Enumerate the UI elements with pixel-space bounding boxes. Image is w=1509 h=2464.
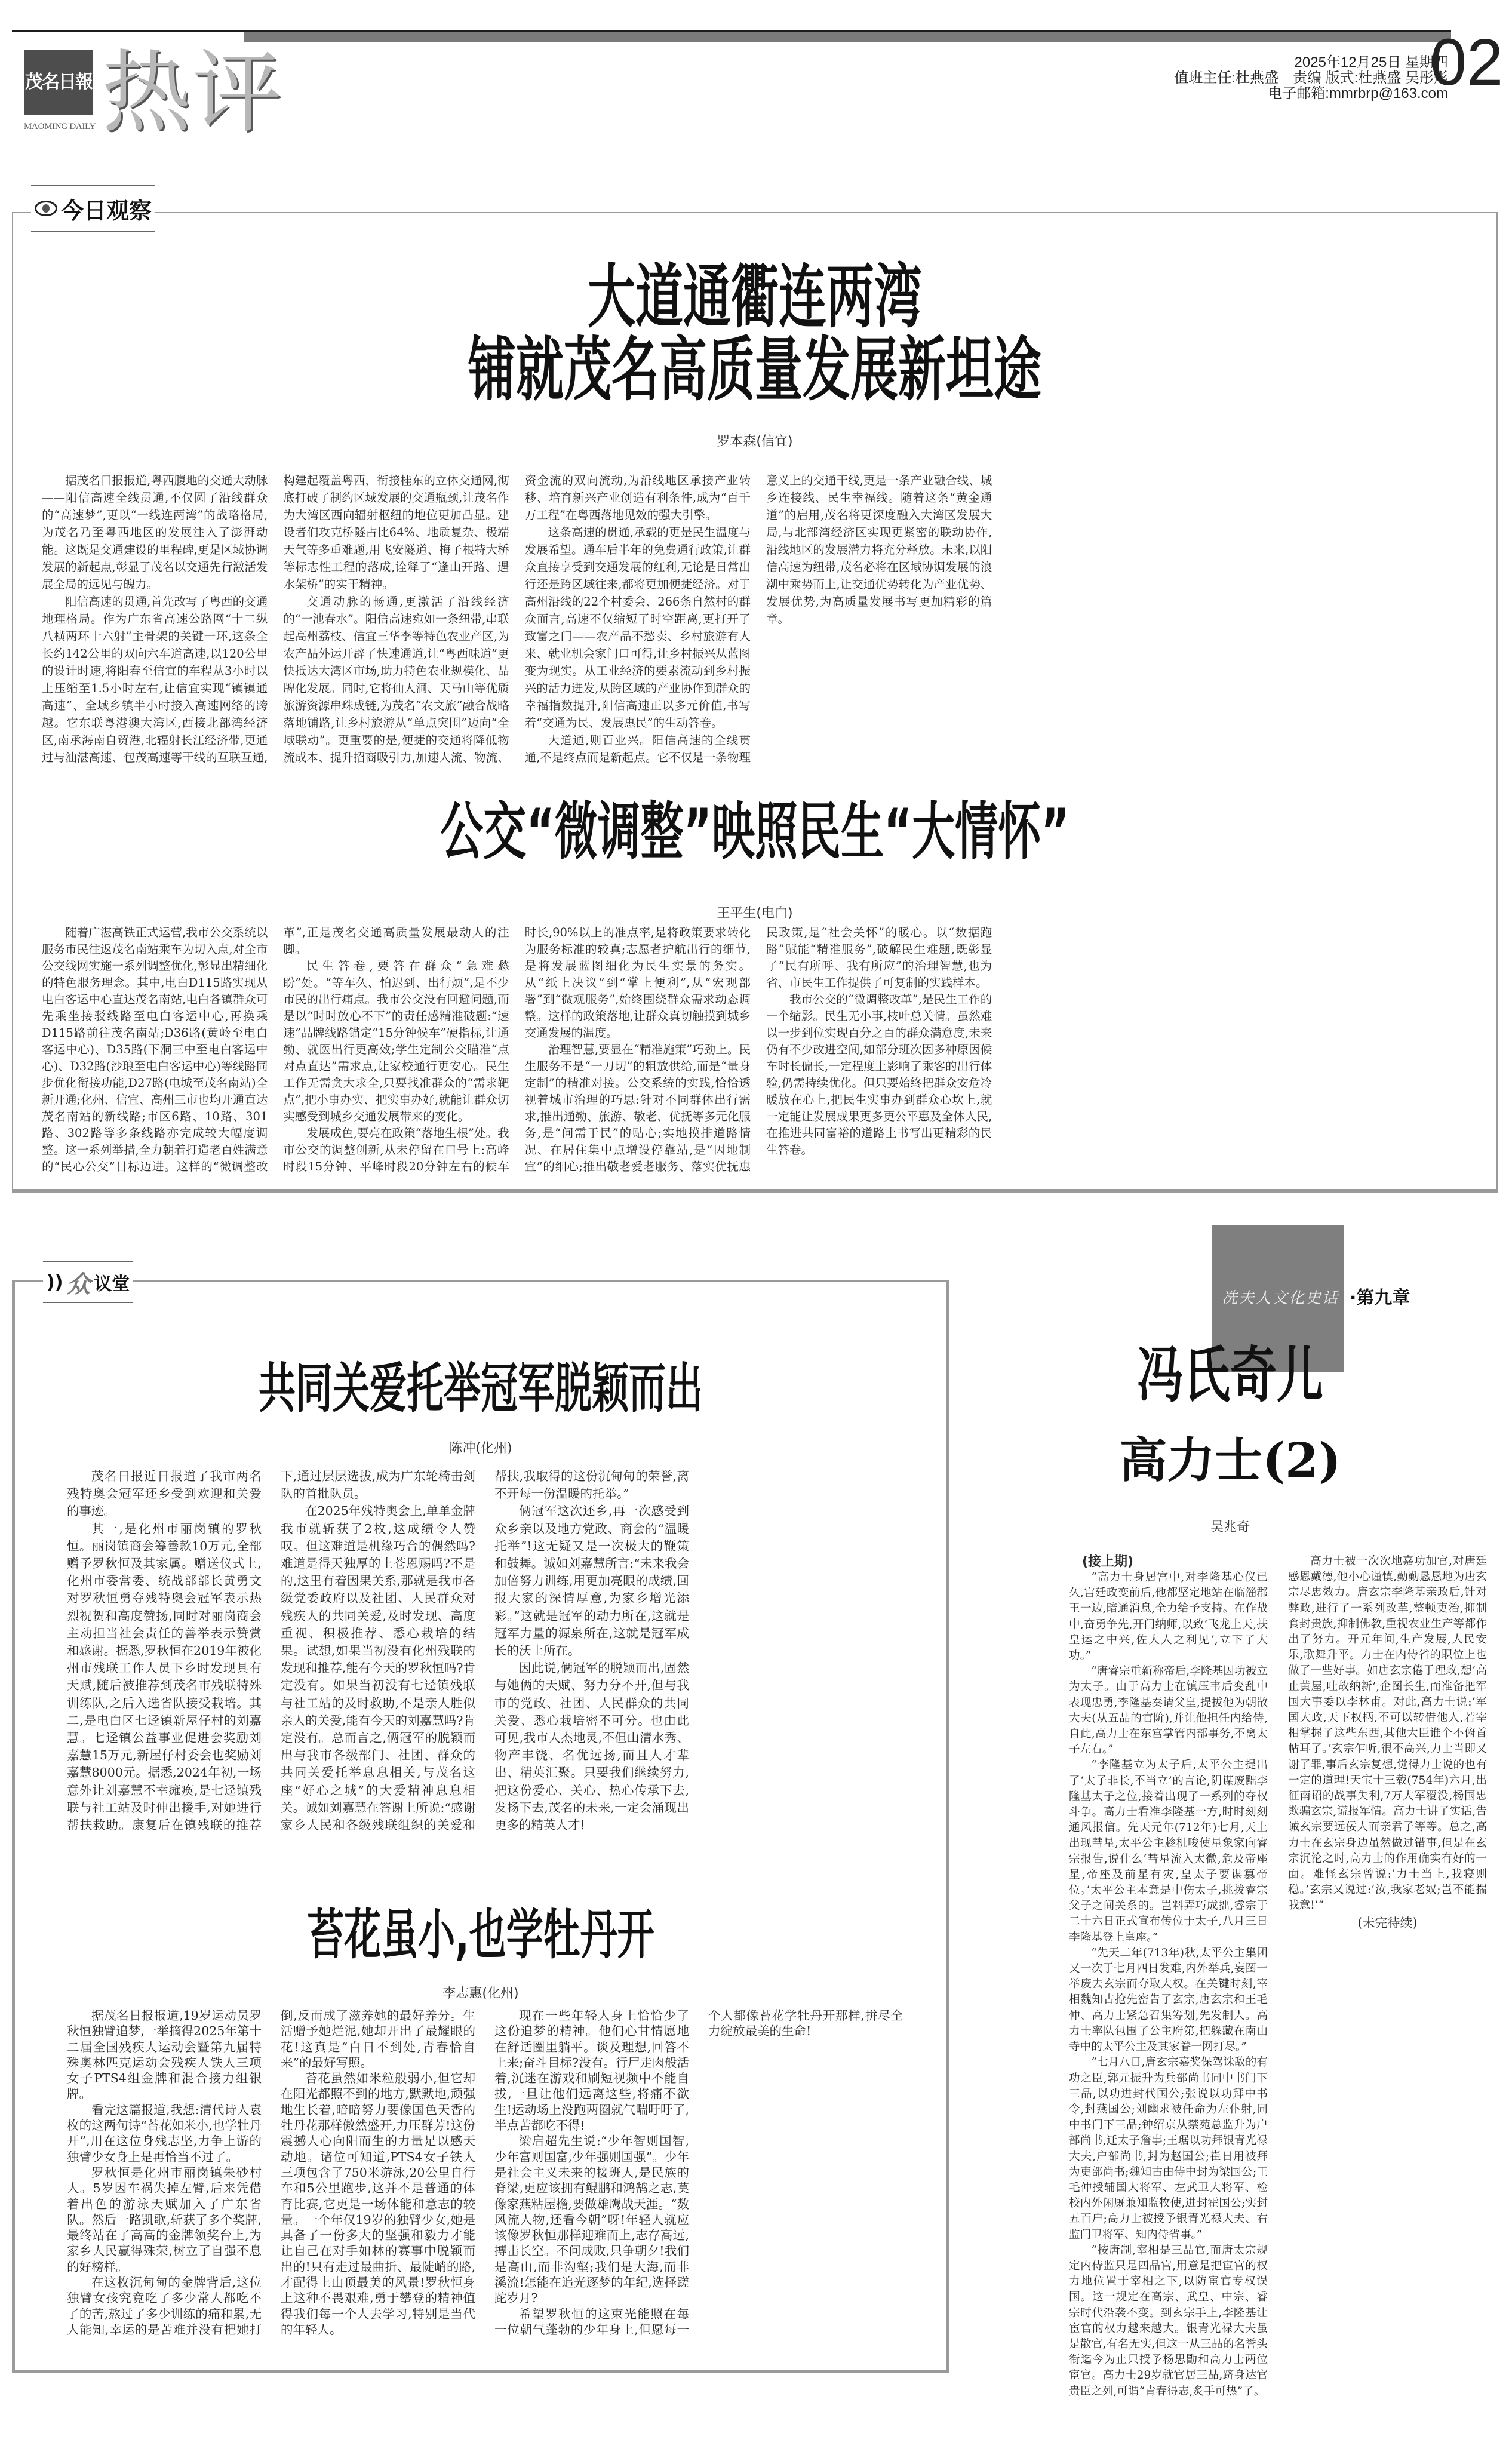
forum-tag [43, 1261, 133, 1303]
paragraph: 俩冠军这次还乡,再一次感受到众乡亲以及地方党政、商会的“温暖托举”!这无疑又是一次极大的鞭策和鼓舞。诚如刘嘉慧所言:“未来我会加倍努力训练,用更加亮眼的成绩,回报大家的深情厚意,为家乡增光添彩。”这就是冠军的动力所在,这就是冠军力量的源泉所在,这就是冠军成长的沃土所在。 [494, 1504, 689, 1658]
article-bus [13, 788, 1496, 920]
paragraph: 我市公交的“微调整改革”,是民生工作的一个缩影。民生无小事,枝叶总关情。虽然难以一步到位实现百分之百的群众满意度,未来仍有不少改进空间,如部分班次因多种原因候车时长偏长,一定程度上影响了乘客的出行体验,仍需持续优化。但只要始终把群众安危冷暖放在心上,把民生实事办到群众心坎上,就一定能让发展成果更多更公平惠及全体人民,在推进共同富裕的道路上书写出更精彩的民生答卷。 [766, 993, 992, 1157]
article-headline: 共同关爱托举冠军脱颖而出 [258, 1356, 703, 1420]
article-body [67, 1468, 903, 1838]
paragraph: 交通动脉的畅通,更激活了沿线经济的“一池春水”。阳信高速宛如一条纽带,串联起高州荔枝、信宜三华李等特色农业产区,为农产品外运开辟了快速通道,让“粤西味道”更快抵达大湾区市场,助力特色农业规模化、品牌化发展。同时,它将仙人洞、天马山等优质旅游资源串珠成链,为茂名“农文旅”融合战略落地铺路,让乡村旅游从“单点突围”迈向“全域联动”。更重要的是,便捷的交通将降低物流成本、提升招商吸引力,加速人流、物流、资金流的双向流动,为沿线地区承接产业转移、培育新兴产业创造有利条件,成为“百千万工程”在粤西落地见效的强大引擎。 [283, 474, 751, 764]
serial-column-title: 冼夫人文化史话 [1221, 1289, 1339, 1307]
forum-tag-label: 议堂 [94, 1274, 130, 1295]
eye-icon [35, 201, 57, 216]
today-watch-tag [31, 185, 155, 232]
paragraph: “唐睿宗重新称帝后,李隆基因功被立为太子。由于高力士在镇压韦后变乱中表现忠勇,李隆基奏请父皇,提拔他为朝散大夫(从五品的官阶),并让他担任内给侍,自此,高力士在东宫掌管内部事务,不离太子左右。” [1069, 1665, 1268, 1756]
editors-line: 值班主任:杜燕盛 责编 版式:杜燕盛 吴彤彤 [1174, 70, 1448, 86]
paragraph: 阳信高速的贯通,首先改写了粤西的交通地理格局。作为广东省高速公路网“十二纵八横两环十六射”主骨架的关键一环,这条全长约142公里的双向六车道高速,以120公里的设计时速,将阳春至信宜的车程从3小时以上压缩至1.5小时左右,让信宜实现“镇镇通高速”、全域乡镇半小时接入高速网络的跨越。它东联粤港澳大湾区,西接北部湾经济区,南承海南自贸港,北辐射长江经济带,更通过与汕湛高速、包茂高速等干线的互联互通,构建起覆盖粤西、衔接桂东的立体交通网,彻底打破了制约区域发展的交通瓶颈,让茂名作为大湾区西向辐射枢纽的地位更加凸显。建设者们攻克桥隧占比64%、地质复杂、极端天气等多重难题,用飞安隧道、梅子根特大桥等标志性工程的落成,诠释了“逢山开路、遇水架桥”的实干精神。 [42, 474, 509, 764]
article-headline-line2: 铺就茂名高质量发展新坦途 [468, 329, 1041, 410]
article-byline: 王平生(电白) [717, 906, 793, 921]
paragraph: 大道通,则百业兴。阳信高速的全线贯通,不是终点而是新起点。它不仅是一条物理意义上的交通干线,更是一条产业融合线、城乡连接线、民生幸福线。随着这条“黄金通道”的启用,茂名将更深度融入大湾区发展大局,与北部湾经济区实现更紧密的联动协作,沿线地区的发展潜力将充分释放。未来,以阳信高速为纽带,茂名必将在区域协调发展的浪潮中乘势而上,让交通优势转化为产业优势、发展优势,为高质量发展书写更加精彩的篇章。 [524, 474, 992, 764]
newspaper-logo: 茂名日報 [24, 50, 93, 115]
paragraph: 希望罗秋恒的这束光能照在每一位朝气蓬勃的少年身上,但愿每一个人都像苔花学牡丹开那样,拼尽全力绽放最美的生命! [494, 2008, 903, 2337]
signal-icon: )) [47, 1271, 63, 1293]
masthead-bar [244, 32, 1451, 42]
paragraph: 据茂名日报报道,粤西腹地的交通大动脉——阳信高速全线贯通,不仅圆了沿线群众的“高速梦”,更以“一线连两湾”的战略格局,为茂名乃至粤西地区的发展注入了澎湃动能。这既是交通建设的里程碑,更是区域协调发展的新起点,彰显了茂名以交通先行激活发展全局的远见与魄力。 [42, 474, 268, 591]
article-highway [13, 256, 1496, 449]
paragraph: “李隆基立为太子后,太平公主提出了‘太子非长,不当立’的言论,阴谋废黜李隆基太子之位,接着出现了一系列的夺权斗争。高力士看准李隆基一方,时时刻刻通风报信。先天元年(712年)七月,天上出现彗星,太平公主趁机唆使星象家向睿宗报告,说什么‘彗星流入太微,危及帝座星,帝座及前星有灾,皇太子要谋篡帝位。’太平公主本意是中伤太子,挑拨睿宗父子之间关系的。岂料弄巧成拙,睿宗于二十六日正式宣布传位于太子,八月三日李隆基登上皇座。” [1069, 1759, 1268, 1944]
paragraph: 苔花虽然如米粒般弱小,但它却在阳光都照不到的地方,默默地,顽强地生长着,暗暗努力要像国色天香的牡丹花那样傲然盛开,力压群芳!这份震撼人心向阳而生的力量足以感天动地。诸位可知道,PTS4女子铁人三项包含了750米游泳,20公里自行车和5公里跑步,这并不是普通的体育比赛,它更是一场体能和意志的较量。一个年仅19岁的独臂少女,她是具备了一份多大的坚强和毅力才能让自己在对手如林的赛事中脱颖而出的!只有走过最曲折、最陡峭的路,才配得上山顶最美的风景!罗秋恒身上这种不畏艰难,勇于攀登的精神值得我们每一个人去学习,特别是当代的年轻人。 [281, 2071, 475, 2337]
paragraph: 在这枚沉甸甸的金牌背后,这位独臂女孩究竟吃了多少常人都吃不了的苦,熬过了多少训练的痛和累,无人能知,幸运的是苦难并没有把她打倒,反而成了滋养她的最好养分。生活赠予她烂泥,她却开出了最耀眼的花!这真是“白日不到处,青春恰自来”的最好写照。 [67, 2008, 475, 2337]
serial-end-note: (未完待续) [1357, 1915, 1418, 1930]
paragraph: 高力士被一次次地嘉功加官,对唐廷感恩戴德,他小心谨慎,勤勤恳恳地为唐玄宗尽忠效力。唐玄宗李隆基亲政后,针对弊政,进行了一系列改革,整顿吏治,抑制食封贵族,抑制佛教,重视农业生产等都作出了努力。开元年间,生产发展,人民安乐,歌舞升平。力士在内侍省的职位上也做了一些好事。如唐玄宗倦于理政,想‘高止黄屋,吐故纳新’,企图长生,而准备把军国大事委以李林甫。对此,高力士说:‘军国大政,天下权柄,不可以转借他人,若宰相掌握了这些东西,其他大臣谁个不俯首帖耳了。’玄宗乍听,很不高兴,力士当即又谢了罪,事后玄宗复想,觉得力士说的也有一定的道理!天宝十三载(754年)六月,出征南诏的战事失利,7万大军覆没,杨国忠欺骗玄宗,谎报军情。高力士讲了实话,告诫玄宗要远佞人而亲君子等等。总之,高力士在玄宗身边虽然做过错事,但是在玄宗沉沦之时,高力士的作用确实有好的一面。难怪玄宗曾说:‘力士当上,我寝则稳。’玄宗又说过:‘汝,我家老奴;岂不能揣我意!’” [1288, 1555, 1487, 1912]
paragraph: 治理智慧,要显在“精准施策”巧劲上。民生服务不是“一刀切”的粗放供给,而是“量身定制”的精准对接。公交系统的实践,恰恰透视着城市治理的巧思:针对不同群体出行需求,推出通勤、旅游、敬老、优抚等多元化服务,是“问需于民”的贴心;实地摸排道路情况、在居住集中点增设停靠站,是“因地制宜”的细心;推出敬老爱老服务、落实优抚惠民政策,是“社会关怀”的暖心。以“数据跑路”赋能“精准服务”,破解民生难题,既彰显了“民有所呼、我有所应”的治理智慧,也为省、市民生工作提供了可复制的实践样本。 [524, 926, 992, 1173]
serial-headline-line1: 冯氏奇儿 [1136, 1341, 1323, 1411]
paragraph: 其一,是化州市丽岗镇的罗秋恒。丽岗镇商会筹善款10万元,全部赠予罗秋恒及其家属。赠送仪式上,化州市委常委、统战部部长黄勇文对罗秋恒勇夺残特奥会冠军表示热烈祝贺和高度赞扬,同时对丽岗商会主动担当社会责任的善举表示赞赏和感谢。据悉,罗秋恒在2019年被化州市残联工作人员下乡时发现具有天赋,随后被推荐到茂名市残联特殊训练队,之后入选省队接受栽培。其二,是电白区七迳镇新屋仔村的刘嘉慧。七迳镇公益事业促进会奖励刘嘉慧15万元,新屋仔村委会也奖励刘嘉慧8000元。据悉,2024年初,一场意外让刘嘉慧不幸瘫痪,是七迳镇残联与社工站及时伸出援手,对她进行帮扶救助。康复后在镇残联的推荐下,通过层层选拔,成为广东轮椅击剑队的首批队员。 [67, 1469, 475, 1833]
page-number: 02 [1430, 26, 1504, 99]
issue-meta [1174, 55, 1448, 102]
article-body [42, 924, 1475, 1175]
paragraph: “先天二年(713年)秋,太平公主集团又一次于七月四日发难,内外举兵,妄图一举废去玄宗而夺取大权。在关键时刻,宰相魏知古抢先密告了玄宗,唐玄宗和王毛仲、高力士紧急召集筹划,先发制人。高力士率队包围了公主府第,把躲藏在南山寺中的太平公主及其家眷一网打尽。” [1069, 1946, 1268, 2054]
paragraph: 现在一些年轻人身上恰恰少了这份追梦的精神。他们心甘情愿地在舒适圈里躺平。谈及理想,回答不上来;奋斗目标?没有。行尸走肉般活着,沉迷在游戏和刷短视频中不能自拔,一旦让他们远离这些,将痛不欲生!运动场上没跑两圈就气喘吁吁了,半点苦都吃不得! [494, 2008, 689, 2133]
paragraph: 在2025年残特奥会上,单单金牌我市就斩获了2枚,这成绩令人赞叹。但这难道是机缘巧合的偶然吗?难道是得天独厚的上苍恩赐吗?不是的,这里有着因果关系,那就是我市各级党委政府以及社团、人民群众对残疾人的共同关爱,及时发现、高度重视、积极推荐、悉心栽培的结果。试想,如果当初没有化州残联的发现和推荐,能有今天的罗秋恒吗?肯定没有。如果当初没有七迳镇残联与社工站的及时救助,不是亲人胜似亲人的关爱,能有今天的刘嘉慧吗?肯定没有。总而言之,俩冠军的脱颖而出与我市各级部门、社团、群众的共同关爱托举息息相关,与茂名这座“好心之城”的大爱精神息息相关。诚如刘嘉慧在答谢上所说:“感谢家乡人民和各级残联组织的关爱和帮扶,我取得的这份沉甸甸的荣誉,离不开每一份温暖的托举。” [281, 1469, 689, 1833]
section-name: 热评 [102, 41, 284, 145]
today-watch-label: 今日观察 [61, 197, 152, 224]
newspaper-logo-english: MAOMING DAILY [24, 122, 96, 131]
article-byline: 罗本森(信宜) [717, 434, 793, 449]
article-body [42, 472, 1475, 782]
serial-chapter: ·第九章 [1350, 1288, 1410, 1308]
paragraph: 梁启超先生说:“少年智则国智,少年富则国富,少年强则国强”。少年是社会主义未来的接班人,是民族的脊梁,更应该拥有鲲鹏和鸿鹄之志,莫像家燕粘屋檐,要做雄鹰战天涯。“数风流人物,还看今朝”呀!年轻人就应该像罗秋恒那样迎难而上,志存高远,搏击长空。不问成败,只争朝夕!我们是高山,而非沟壑;我们是大海,而非溪流!怎能在追光逐梦的年纪,选择蹉跎岁月? [494, 2134, 689, 2306]
paragraph: “高力士身居宫中,对李隆基心仪已久,宫廷政变前后,他都坚定地站在临淄郡王一边,暗通消息,全力给予支持。在作战中,奋勇争先,开门纳师,以致‘飞龙上天,扶皇运之中兴,佐大人之利见’,立下了大功。” [1069, 1571, 1268, 1663]
article-body [67, 2008, 903, 2342]
paragraph: 这条高速的贯通,承载的更是民生温度与发展希望。通车后半年的免费通行政策,让群众直接享受到交通发展的红利,无论是日常出行还是跨区域往来,都将更加便捷经济。对于高州沿线的22个村委会、266条自然村的群众而言,高速不仅缩短了时空距离,更打开了致富之门——农产品不愁卖、乡村旅游有人来、就业机会家门口可得,让乡村振兴从蓝图变为现实。从工业经济的要素流动到乡村振兴的活力迸发,从跨区域的产业协作到群众的幸福指数提升,阳信高速正以多元价值,书写着“交通为民、发展惠民”的生动答卷。 [524, 526, 751, 730]
paragraph: 看完这篇报道,我想:清代诗人袁枚的这两句诗“苔花如米小,也学牡丹开”,用在这位身残志坚,力争上游的独臂少女身上是再恰当不过了。 [67, 2102, 262, 2164]
paragraph: “七月八日,唐玄宗嘉奖保驾诛敌的有功之臣,郭元振升为兵部尚书同中书门下三品,以功进封代国公;张说以功拜中书令,封燕国公;刘幽求被任命为左仆射,同中书门下三品;钟绍京从禁苑总监升为户部尚书,迁太子詹事;王琚以功拜银青光禄大夫,户部尚书,封为赵国公;崔日用被拜为吏部尚书;魏知古由侍中封为梁国公;王毛仲授辅国大将军、左武卫大将军、检校内外闲厩兼知监牧使,进封霍国公;实封五百户;高力士被授予银青光禄大夫、右监门卫将军、知内侍省事。” [1069, 2056, 1268, 2241]
serial-lead: (接上期) [1082, 1554, 1134, 1569]
paragraph: 茂名日报近日报道了我市两名残特奥会冠军还乡受到欢迎和关爱的事迹。 [67, 1469, 262, 1519]
paragraph: 民生答卷,要答在群众“急难愁盼”处。“等车久、怕迟到、出行烦”,是不少市民的出行痛点。我市公交没有回避问题,而是以“时时放心不下”的责任感精准破题:“速速”品牌线路锚定“15分钟候车”硬指标,让通勤、就医出行更高效;学生定制公交瞄准“点对点直达”需求点,让家校通行更安心。民生工作无需贪大求全,只要找准群众的“需求靶点”,把小事办实、把实事办好,就能让群众切实感受到城乡交通发展带来的变化。 [283, 959, 509, 1123]
editor-email: 电子邮箱:mmrbrp@163.com [1268, 85, 1448, 102]
article-champions [15, 1356, 946, 1463]
serial-byline: 吴兆奇 [1210, 1520, 1250, 1535]
paragraph: 发展成色,要亮在政策“落地生根”处。我市公交的调整创新,从未停留在口号上:高峰时段15分钟、平峰时段20分钟左右的候车时长,90%以上的准点率,是将政策要求转化为服务标准的较真;志愿者护航出行的细节,是将发展蓝图细化为民生实景的务实。从“纸上决议”到“掌上便利”,从“宏观部署”到“微观服务”,始终围绕群众需求动态调整。这样的政策落地,让群众真切触摸到城乡交通发展的温度。 [283, 926, 751, 1173]
article-moss-flower [15, 1903, 946, 2004]
article-headline: 苔花虽小,也学牡丹开 [307, 1903, 654, 1967]
article-byline: 李志惠(化州) [442, 1986, 519, 2001]
paragraph: 罗秋恒是化州市丽岗镇朱砂村人。5岁因车祸失掉左臂,后来凭借着出色的游泳天赋加入了广东省队。然后一路凯歌,斩获了多个奖牌,最终站在了高高的金牌领奖台上,为家乡人民赢得殊荣,树立了自强不息的好榜样。 [67, 2165, 262, 2274]
issue-date: 2025年12月25日 星期四 [1294, 54, 1448, 70]
article-byline: 陈冲(化州) [449, 1441, 512, 1456]
paragraph: 因此说,俩冠军的脱颖而出,固然与她俩的天赋、努力分不开,但与我市的党政、社团、人民群众的共同关爱、悉心栽培密不可分。也由此可见,我市人杰地灵,不但山清水秀、物产丰饶、名优远扬,而且人才辈出、精英汇聚。只要我们继续努力,把这份爱心、关心、热心传承下去,发扬下去,茂名的未来,一定会涌现出更多的精英人才! [494, 1661, 689, 1833]
paragraph: “按唐制,宰相是三品官,而唐太宗规定内侍监只是四品官,用意是把宦官的权力地位置于宰相之下,以防宦官专权误国。这一规定在高宗、武皇、中宗、睿宗时代沿袭不变。到玄宗手上,李隆基让宦官的权力越来越大。银青光禄大夫虽是散官,有名无实,但这一从三品的名誉头衔迄今为止只授予杨思勖和高力士两位宦官。高力士29岁就官居三品,跻身达官贵臣之列,可谓“青春得志,炙手可热”了。 [1069, 2244, 1268, 2398]
serial-body [1069, 1554, 1487, 2408]
article-headline-line1: 大道通衢连两湾 [588, 256, 922, 337]
paragraph: 据茂名日报报道,19岁运动员罗秋恒独臂追梦,一举摘得2025年第十二届全国残疾人运动会暨第九届特殊奥林匹克运动会残疾人铁人三项女子PTS4组金牌和混合接力组银牌。 [67, 2008, 262, 2102]
article-headline: 公交“微调整”映照民生“大情怀” [440, 795, 1069, 868]
paragraph: 随着广湛高铁正式运营,我市公交系统以服务市民往返茂名南站乘车为切入点,对全市公交线网实施一系列调整优化,彰显出精细化的特色服务理念。其中,电白D115路实现从电白客运中心直达茂名南站,电白各镇群众可先乘坐接驳线路至电白客运中心,再换乘D115路前往茂名南站;D36路(黄岭至电白客运中心)、D35路(下洞三中至电白客运中心)、D32路(沙琅至电白客运中心)等线路同步优化衔接功能,D27路(电城至茂名南站)全新开通;化州、信宜、高州三市也均开通直达茂名南站的新线路;市区6路、10路、301路、302路等多条线路亦完成较大幅度调整。这一系列举措,全力朝着打造老百姓满意的“民心公交”目标迈进。这样的“微调整改革”,正是茂名交通高质量发展最动人的注脚。 [42, 926, 509, 1173]
forum-tag-logo: 众 [66, 1270, 91, 1298]
serial-headline-line2: 高力士(2) [1119, 1432, 1341, 1488]
